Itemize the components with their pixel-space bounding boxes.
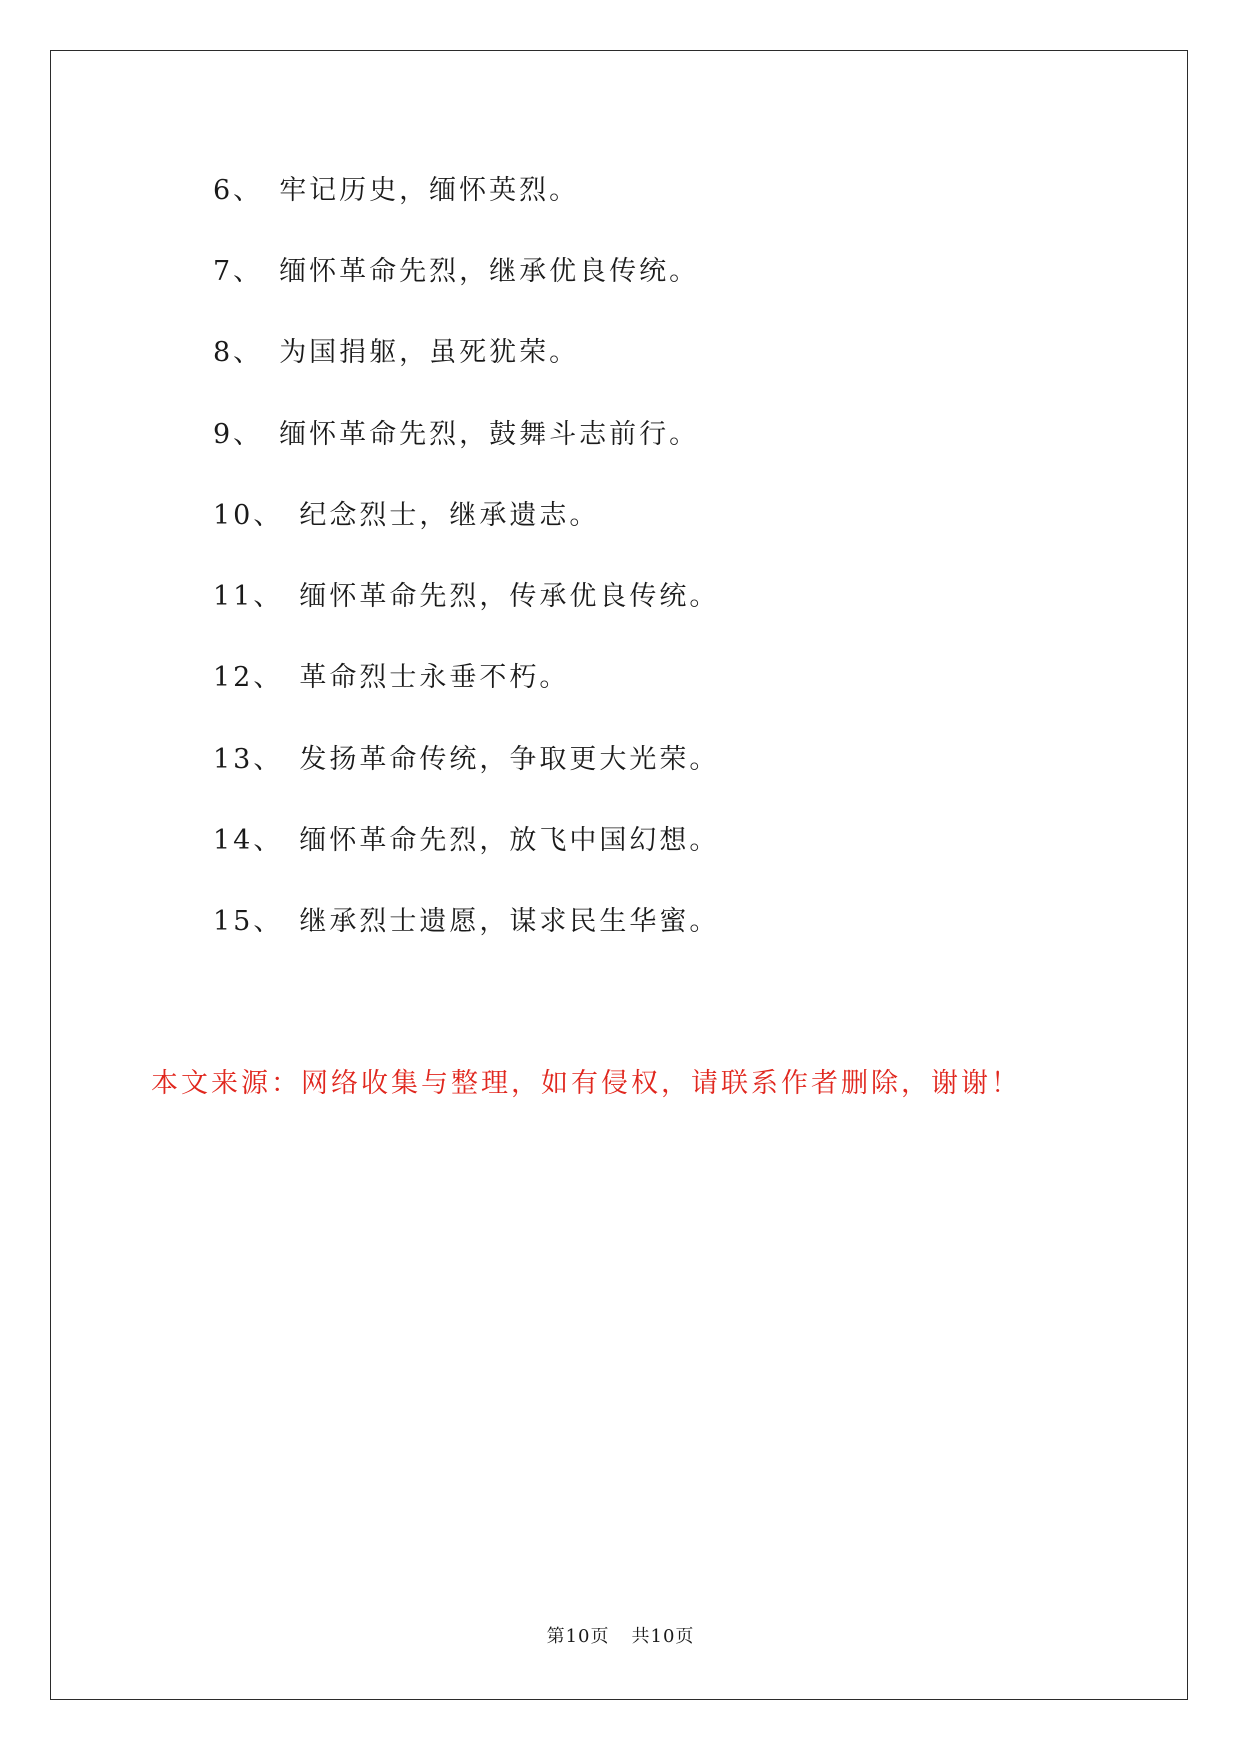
item-text: 缅怀革命先烈，继承优良传统。 — [279, 256, 700, 287]
item-number: 15、 — [213, 906, 284, 937]
item-text: 缅怀革命先烈，鼓舞斗志前行。 — [279, 419, 700, 450]
item-number: 9、 — [213, 419, 264, 450]
item-text: 为国捐躯，虽死犹荣。 — [279, 337, 580, 368]
source-note: 本文来源：网络收集与整理，如有侵权，请联系作者删除，谢谢！ — [151, 1068, 1021, 1099]
page-total: 共10页 — [631, 1626, 695, 1647]
list-item — [213, 496, 599, 536]
item-number: 11、 — [213, 581, 284, 612]
list-item — [213, 415, 699, 455]
item-text: 纪念烈士，继承遗志。 — [299, 500, 600, 531]
item-number: 13、 — [213, 744, 284, 775]
item-text: 发扬革命传统，争取更大光荣。 — [299, 744, 720, 775]
page-footer — [0, 1622, 1241, 1648]
item-text: 缅怀革命先烈，放飞中国幻想。 — [299, 825, 720, 856]
item-number: 10、 — [213, 500, 284, 531]
item-number: 7、 — [213, 256, 264, 287]
list-item — [213, 171, 579, 211]
list-item — [213, 821, 719, 861]
page-number: 第10页 — [546, 1626, 610, 1647]
item-text: 牢记历史，缅怀英烈。 — [279, 175, 580, 206]
list-item — [213, 577, 719, 617]
item-number: 14、 — [213, 825, 284, 856]
list-item — [213, 333, 579, 373]
list-item — [213, 658, 569, 698]
item-number: 6、 — [213, 175, 264, 206]
item-text: 继承烈士遗愿，谋求民生华蜜。 — [299, 906, 720, 937]
item-text: 缅怀革命先烈，传承优良传统。 — [299, 581, 720, 612]
page-frame — [50, 50, 1188, 1700]
list-item — [213, 252, 699, 292]
item-number: 12、 — [213, 662, 284, 693]
list-item — [213, 740, 719, 780]
list-item — [213, 902, 719, 942]
item-number: 8、 — [213, 337, 264, 368]
item-text: 革命烈士永垂不朽。 — [299, 662, 570, 693]
